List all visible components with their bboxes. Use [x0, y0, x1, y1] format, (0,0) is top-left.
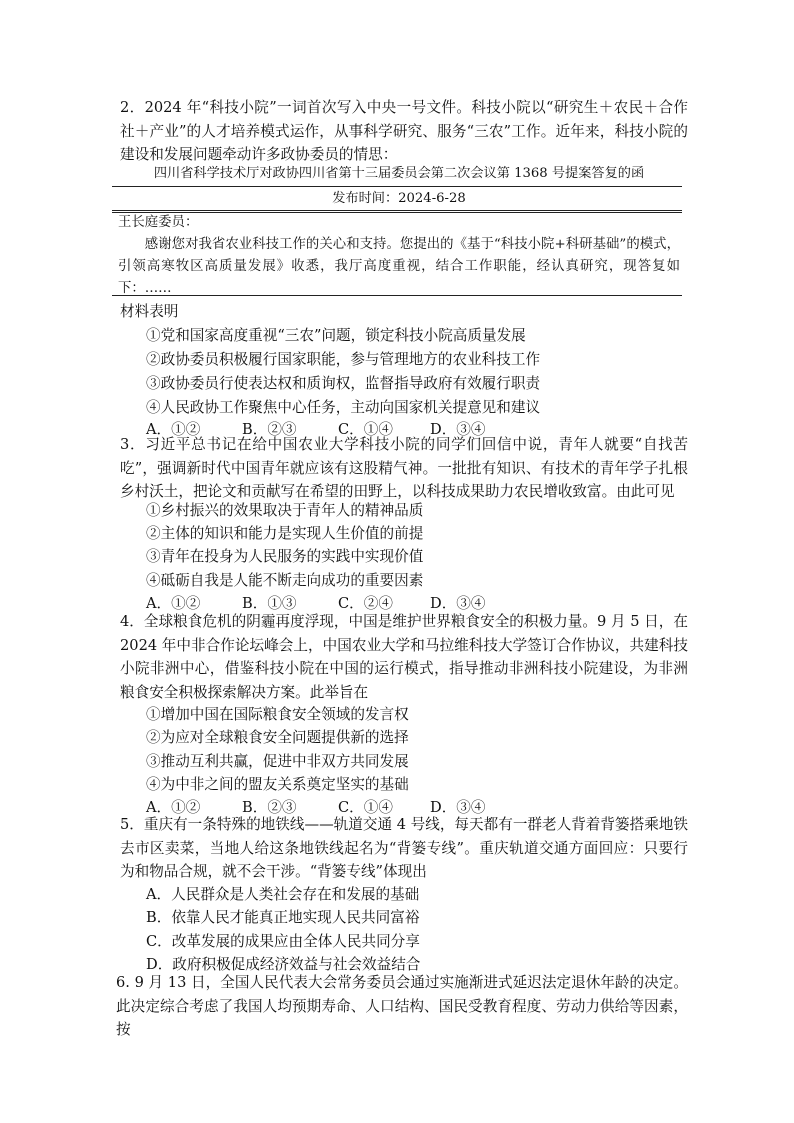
- question-2-option-3: ③政协委员行使表达权和质询权，监督指导政府有效履行职责: [146, 375, 541, 392]
- question-4-choice-d: D．③④: [430, 799, 486, 816]
- question-2-choice-a: A．①②: [146, 421, 201, 438]
- question-3-choice-c: C．②④: [338, 595, 393, 612]
- question-4-option-2: ②为应对全球粮食安全问题提供新的选择: [146, 729, 409, 746]
- question-3-option-3: ③青年在投身为人民服务的实践中实现价值: [146, 548, 424, 565]
- question-4-option-3: ③推动互利共赢，促进中非双方共同发展: [146, 753, 409, 770]
- reply-letter-date: 发布时间：2024-6-28: [332, 191, 466, 206]
- question-4-choice-b: B．②③: [242, 799, 297, 816]
- question-3-choice-b: B．①③: [242, 595, 297, 612]
- question-4-option-4: ④为中非之间的盟友关系奠定坚实的基础: [146, 776, 409, 793]
- question-5-option-c: C．改革发展的成果应由全体人民共同分享: [146, 933, 420, 950]
- table-rule-top: [112, 186, 682, 187]
- question-5-option-b: B．依靠人民才能真正地实现人民共同富裕: [146, 909, 420, 926]
- reply-letter-title: 四川省科学技术厅对政协四川省第十三届委员会第二次会议第 1368 号提案答复的函: [153, 166, 645, 181]
- question-5-option-a: A．人民群众是人类社会存在和发展的基础: [146, 886, 420, 903]
- question-3-option-2: ②主体的知识和能力是实现人生价值的前提: [146, 525, 424, 542]
- table-rule-bottom: [112, 295, 682, 296]
- reply-letter-text: 感谢您对我省农业科技工作的关心和支持。您提出的《基于“科技小院+科研基础”的模式，引领高寒牧区高质量发展》收悉，我厅高度重视，结合工作职能，经认真研究，现答复如下：……: [118, 237, 680, 296]
- reply-letter-body: [118, 212, 680, 300]
- question-2-choice-b: B．②③: [242, 421, 297, 438]
- question-3-choice-a: A．①②: [146, 595, 201, 612]
- question-4-stem: 4．全球粮食危机的阴霾再度浮现，中国是维护世界粮食安全的积极力量。9 月 5 日，在 2024 年中非合作论坛峰会上，中国农业大学和马拉维科技大学签订合作协议，共建科技小院非洲中心，借鉴科技小院在中国的运行模式，指导推动非洲科技小院建设，为非洲粮食安全积极探索解决方案。此举旨在: [120, 613, 688, 701]
- question-6-stem: 6. 9 月 13 日，全国人民代表大会常务委员会通过实施渐进式延迟法定退休年龄的决定。此决定综合考虑了我国人均预期寿命、人口结构、国民受教育程度、劳动力供给等因素，按: [116, 974, 688, 1038]
- question-2-stem: 2．2024 年“科技小院”一词首次写入中央一号文件。科技小院以“研究生＋农民＋合作社＋产业”的人才培养模式运作，从事科学研究、服务“三农”工作。近年来，科技小院的建设和发展问题牵动许多政协委员的情思：: [120, 99, 688, 163]
- question-3-choice-d: D．③④: [430, 595, 486, 612]
- question-3-stem: 3．习近平总书记在给中国农业大学科技小院的同学们回信中说，青年人就要“自找苦吃”，强调新时代中国青年就应该有这股精气神。一批批有知识、有技术的青年学子扎根乡村沃土，把论文和贡献写在希望的田野上，以科技成果助力农民增收致富。由此可见: [120, 436, 688, 500]
- question-3-option-1: ①乡村振兴的效果取决于青年人的精神品质: [146, 502, 424, 519]
- question-2-option-2: ②政协委员积极履行国家职能，参与管理地方的农业科技工作: [146, 351, 541, 368]
- question-4-option-1: ①增加中国在国际粮食安全领域的发言权: [146, 706, 409, 723]
- question-4-choice-c: C．①④: [338, 799, 393, 816]
- question-3-option-4: ④砥砺自我是人能不断走向成功的重要因素: [146, 572, 424, 589]
- question-2-option-1: ①党和国家高度重视“三农”问题，锁定科技小院高质量发展: [146, 327, 526, 344]
- question-2-choice-c: C．①④: [338, 421, 393, 438]
- question-2-option-4: ④人民政协工作聚焦中心任务，主动向国家机关提意见和建议: [146, 399, 541, 416]
- question-5-option-d: D．政府积极促成经济效益与社会效益结合: [146, 956, 421, 973]
- question-2-choice-d: D．③④: [430, 421, 486, 438]
- question-5-stem: 5．重庆有一条特殊的地铁线——轨道交通 4 号线，每天都有一群老人背着背篓搭乘地铁去市区卖菜，当地人给这条地铁线起名为“背篓专线”。重庆轨道交通方面回应：只要行为和物品合规，就不会干涉。“背篓专线”体现出: [120, 816, 688, 880]
- question-4-choice-a: A．①②: [146, 799, 201, 816]
- question-2-lead: 材料表明: [120, 303, 179, 320]
- reply-letter-salutation: 王长庭委员：: [118, 215, 199, 230]
